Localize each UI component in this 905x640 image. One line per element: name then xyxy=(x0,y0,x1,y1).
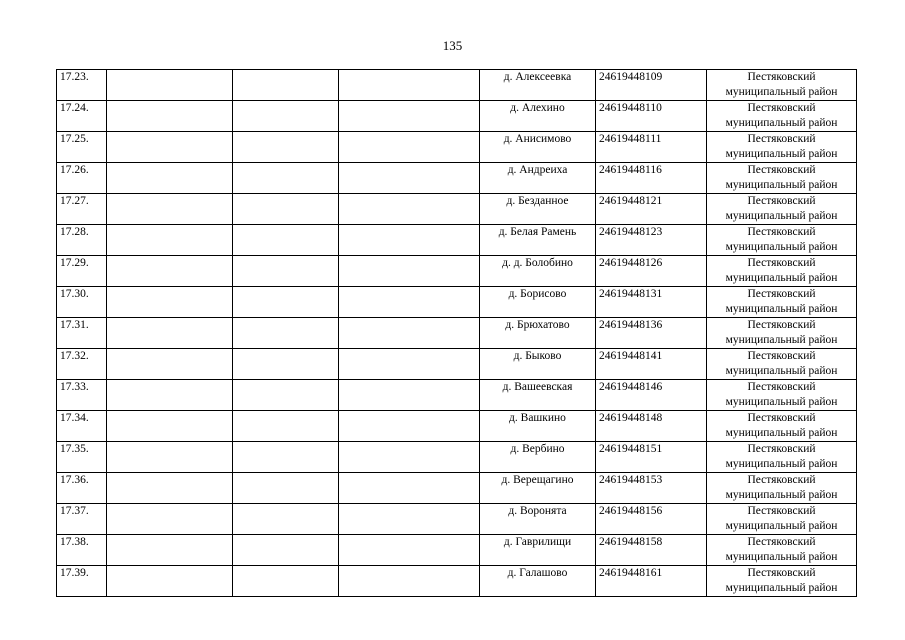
empty-cell-col3 xyxy=(233,504,339,535)
settlement-name-cell: д. Алехино xyxy=(480,101,596,132)
empty-cell-col4 xyxy=(339,287,480,318)
empty-cell-col4 xyxy=(339,163,480,194)
empty-cell-col3 xyxy=(233,225,339,256)
settlement-name-cell: д. Галашово xyxy=(480,566,596,597)
municipality-cell xyxy=(707,287,857,318)
municipality-cell xyxy=(707,411,857,442)
settlement-name-cell: д. Быково xyxy=(480,349,596,380)
oktmo-code-cell: 24619448136 xyxy=(596,318,707,349)
empty-cell-col2 xyxy=(107,504,233,535)
row-number-cell: 17.26. xyxy=(57,163,107,194)
municipality-type: муниципальный район xyxy=(725,148,838,160)
municipality-name: Пестяковский xyxy=(747,474,816,486)
municipality-type: муниципальный район xyxy=(725,582,838,594)
empty-cell-col2 xyxy=(107,101,233,132)
municipality-type: муниципальный район xyxy=(725,334,838,346)
settlement-name-cell: д. д. Болобино xyxy=(480,256,596,287)
empty-cell-col2 xyxy=(107,535,233,566)
table-row xyxy=(57,101,857,132)
table-row xyxy=(57,473,857,504)
table-row xyxy=(57,566,857,597)
empty-cell-col3 xyxy=(233,566,339,597)
municipality-cell xyxy=(707,442,857,473)
oktmo-code-cell: 24619448148 xyxy=(596,411,707,442)
empty-cell-col4 xyxy=(339,225,480,256)
row-number-cell: 17.35. xyxy=(57,442,107,473)
municipality-type: муниципальный район xyxy=(725,427,838,439)
empty-cell-col2 xyxy=(107,349,233,380)
empty-cell-col4 xyxy=(339,535,480,566)
empty-cell-col3 xyxy=(233,318,339,349)
settlement-name-cell: д. Андреиха xyxy=(480,163,596,194)
row-number-cell: 17.31. xyxy=(57,318,107,349)
municipality-name: Пестяковский xyxy=(747,350,816,362)
row-number-cell: 17.36. xyxy=(57,473,107,504)
row-number-cell: 17.25. xyxy=(57,132,107,163)
municipality-name: Пестяковский xyxy=(747,567,816,579)
empty-cell-col2 xyxy=(107,194,233,225)
empty-cell-col4 xyxy=(339,442,480,473)
settlement-name-cell: д. Гаврилищи xyxy=(480,535,596,566)
municipality-type: муниципальный район xyxy=(725,551,838,563)
settlement-name-cell: д. Белая Рамень xyxy=(480,225,596,256)
table-row xyxy=(57,256,857,287)
empty-cell-col4 xyxy=(339,318,480,349)
settlement-name-cell: д. Алексеевка xyxy=(480,70,596,101)
row-number-cell: 17.39. xyxy=(57,566,107,597)
settlement-name-cell: д. Безданное xyxy=(480,194,596,225)
empty-cell-col3 xyxy=(233,163,339,194)
municipality-name: Пестяковский xyxy=(747,102,816,114)
settlement-name-cell: д. Анисимово xyxy=(480,132,596,163)
empty-cell-col4 xyxy=(339,504,480,535)
table-row xyxy=(57,287,857,318)
table-row xyxy=(57,349,857,380)
municipality-name: Пестяковский xyxy=(747,71,816,83)
table-row xyxy=(57,194,857,225)
settlement-name-cell: д. Воронята xyxy=(480,504,596,535)
municipality-name: Пестяковский xyxy=(747,443,816,455)
table-row xyxy=(57,535,857,566)
row-number-cell: 17.37. xyxy=(57,504,107,535)
municipality-name: Пестяковский xyxy=(747,226,816,238)
municipality-cell xyxy=(707,349,857,380)
oktmo-code-cell: 24619448110 xyxy=(596,101,707,132)
table-row xyxy=(57,70,857,101)
row-number-cell: 17.34. xyxy=(57,411,107,442)
oktmo-code-cell: 24619448116 xyxy=(596,163,707,194)
empty-cell-col4 xyxy=(339,256,480,287)
municipality-name: Пестяковский xyxy=(747,412,816,424)
settlements-table xyxy=(56,69,857,597)
oktmo-code-cell: 24619448153 xyxy=(596,473,707,504)
empty-cell-col3 xyxy=(233,349,339,380)
municipality-type: муниципальный район xyxy=(725,179,838,191)
empty-cell-col2 xyxy=(107,442,233,473)
row-number-cell: 17.28. xyxy=(57,225,107,256)
empty-cell-col4 xyxy=(339,473,480,504)
empty-cell-col2 xyxy=(107,318,233,349)
empty-cell-col3 xyxy=(233,256,339,287)
empty-cell-col2 xyxy=(107,132,233,163)
municipality-name: Пестяковский xyxy=(747,257,816,269)
empty-cell-col2 xyxy=(107,256,233,287)
empty-cell-col4 xyxy=(339,132,480,163)
municipality-type: муниципальный район xyxy=(725,489,838,501)
empty-cell-col3 xyxy=(233,535,339,566)
empty-cell-col4 xyxy=(339,70,480,101)
empty-cell-col2 xyxy=(107,163,233,194)
municipality-cell xyxy=(707,318,857,349)
table-row xyxy=(57,442,857,473)
empty-cell-col3 xyxy=(233,70,339,101)
settlement-name-cell: д. Верещагино xyxy=(480,473,596,504)
row-number-cell: 17.27. xyxy=(57,194,107,225)
empty-cell-col4 xyxy=(339,411,480,442)
empty-cell-col4 xyxy=(339,380,480,411)
municipality-type: муниципальный район xyxy=(725,272,838,284)
municipality-cell xyxy=(707,566,857,597)
empty-cell-col2 xyxy=(107,411,233,442)
oktmo-code-cell: 24619448151 xyxy=(596,442,707,473)
table-body xyxy=(57,70,857,597)
municipality-name: Пестяковский xyxy=(747,319,816,331)
settlement-name-cell: д. Вашкино xyxy=(480,411,596,442)
oktmo-code-cell: 24619448161 xyxy=(596,566,707,597)
empty-cell-col3 xyxy=(233,380,339,411)
table-row xyxy=(57,380,857,411)
oktmo-code-cell: 24619448156 xyxy=(596,504,707,535)
row-number-cell: 17.29. xyxy=(57,256,107,287)
empty-cell-col2 xyxy=(107,380,233,411)
empty-cell-col2 xyxy=(107,566,233,597)
municipality-name: Пестяковский xyxy=(747,381,816,393)
empty-cell-col3 xyxy=(233,442,339,473)
oktmo-code-cell: 24619448146 xyxy=(596,380,707,411)
municipality-type: муниципальный район xyxy=(725,241,838,253)
oktmo-code-cell: 24619448131 xyxy=(596,287,707,318)
empty-cell-col2 xyxy=(107,473,233,504)
settlement-name-cell: д. Брюхатово xyxy=(480,318,596,349)
row-number-cell: 17.30. xyxy=(57,287,107,318)
municipality-cell xyxy=(707,380,857,411)
municipality-cell xyxy=(707,504,857,535)
empty-cell-col4 xyxy=(339,194,480,225)
municipality-name: Пестяковский xyxy=(747,505,816,517)
table-row xyxy=(57,504,857,535)
oktmo-code-cell: 24619448111 xyxy=(596,132,707,163)
municipality-type: муниципальный район xyxy=(725,396,838,408)
empty-cell-col3 xyxy=(233,411,339,442)
empty-cell-col2 xyxy=(107,287,233,318)
oktmo-code-cell: 24619448158 xyxy=(596,535,707,566)
municipality-cell xyxy=(707,101,857,132)
municipality-name: Пестяковский xyxy=(747,195,816,207)
municipality-cell xyxy=(707,473,857,504)
oktmo-code-cell: 24619448109 xyxy=(596,70,707,101)
empty-cell-col3 xyxy=(233,101,339,132)
municipality-name: Пестяковский xyxy=(747,536,816,548)
table-row xyxy=(57,318,857,349)
municipality-type: муниципальный район xyxy=(725,520,838,532)
municipality-cell xyxy=(707,256,857,287)
oktmo-code-cell: 24619448141 xyxy=(596,349,707,380)
municipality-cell xyxy=(707,132,857,163)
municipality-cell xyxy=(707,163,857,194)
municipality-cell xyxy=(707,225,857,256)
municipality-type: муниципальный район xyxy=(725,365,838,377)
oktmo-code-cell: 24619448126 xyxy=(596,256,707,287)
table-row xyxy=(57,411,857,442)
row-number-cell: 17.24. xyxy=(57,101,107,132)
empty-cell-col2 xyxy=(107,225,233,256)
municipality-cell xyxy=(707,535,857,566)
settlement-name-cell: д. Вербино xyxy=(480,442,596,473)
municipality-name: Пестяковский xyxy=(747,164,816,176)
settlement-name-cell: д. Вашеевская xyxy=(480,380,596,411)
row-number-cell: 17.38. xyxy=(57,535,107,566)
row-number-cell: 17.23. xyxy=(57,70,107,101)
municipality-name: Пестяковский xyxy=(747,288,816,300)
municipality-type: муниципальный район xyxy=(725,303,838,315)
municipality-type: муниципальный район xyxy=(725,458,838,470)
table-row xyxy=(57,225,857,256)
empty-cell-col4 xyxy=(339,349,480,380)
empty-cell-col3 xyxy=(233,194,339,225)
empty-cell-col4 xyxy=(339,101,480,132)
municipality-type: муниципальный район xyxy=(725,210,838,222)
row-number-cell: 17.32. xyxy=(57,349,107,380)
oktmo-code-cell: 24619448121 xyxy=(596,194,707,225)
settlement-name-cell: д. Борисово xyxy=(480,287,596,318)
empty-cell-col3 xyxy=(233,473,339,504)
page-number: 135 xyxy=(442,38,463,53)
row-number-cell: 17.33. xyxy=(57,380,107,411)
oktmo-code-cell: 24619448123 xyxy=(596,225,707,256)
empty-cell-col3 xyxy=(233,132,339,163)
empty-cell-col4 xyxy=(339,566,480,597)
table-row xyxy=(57,132,857,163)
municipality-cell xyxy=(707,70,857,101)
municipality-type: муниципальный район xyxy=(725,86,838,98)
empty-cell-col2 xyxy=(107,70,233,101)
municipality-name: Пестяковский xyxy=(747,133,816,145)
municipality-type: муниципальный район xyxy=(725,117,838,129)
table-row xyxy=(57,163,857,194)
municipality-cell xyxy=(707,194,857,225)
empty-cell-col3 xyxy=(233,287,339,318)
